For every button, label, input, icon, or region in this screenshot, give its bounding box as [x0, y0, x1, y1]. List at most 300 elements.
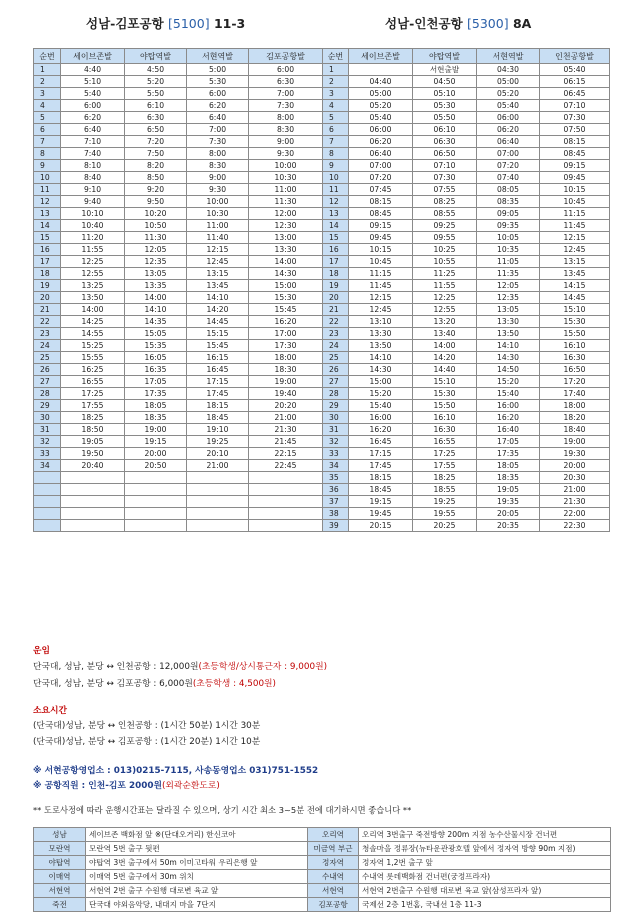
- row-number: 25: [323, 352, 349, 364]
- row-number: 16: [34, 244, 61, 256]
- departure-time: [125, 484, 187, 496]
- departure-time: 17:00: [249, 328, 323, 340]
- departure-time: 8:20: [125, 160, 187, 172]
- departure-time: 12:05: [125, 244, 187, 256]
- departure-time: 8:30: [249, 124, 323, 136]
- row-number: 31: [323, 424, 349, 436]
- table-row: [34, 280, 323, 292]
- table-row: [34, 436, 323, 448]
- departure-time: 21:00: [249, 412, 323, 424]
- departure-time: [61, 520, 125, 532]
- departure-time: 16:55: [413, 436, 477, 448]
- table-row: [34, 424, 323, 436]
- left-route-name: 성남-김포공항: [86, 16, 164, 31]
- row-number: 26: [34, 364, 61, 376]
- fare-incheon-discount: (초등학생/상시통근자 : 9,000원): [198, 662, 328, 672]
- departure-time: 22:45: [249, 460, 323, 472]
- departure-time: 18:05: [477, 460, 540, 472]
- table-row: [323, 496, 610, 508]
- departure-time: 15:00: [349, 376, 413, 388]
- departure-time: 13:30: [477, 316, 540, 328]
- row-number: 21: [323, 304, 349, 316]
- table-row: [323, 232, 610, 244]
- departure-time: 5:40: [61, 88, 125, 100]
- row-number: 32: [323, 436, 349, 448]
- departure-time: 06:50: [413, 148, 477, 160]
- departure-time: 18:15: [187, 400, 249, 412]
- duration-incheon: (단국대)성남, 분당 ↔ 인천공항 : (1시간 50분) 1시간 30분: [33, 721, 261, 731]
- row-number: 33: [34, 448, 61, 460]
- departure-time: 14:30: [349, 364, 413, 376]
- departure-time: 18:55: [413, 484, 477, 496]
- row-number: 20: [323, 292, 349, 304]
- fare-line-gimpo: [33, 676, 276, 689]
- road-condition-note: ** 도로사정에 따라 운행시간표는 달라질 수 있으며, 상기 시간 최소 3~5분 전에 대기하시면 좋습니다 **: [33, 805, 412, 815]
- table-row: [323, 508, 610, 520]
- row-number: 9: [323, 160, 349, 172]
- incheon-header-1: 세이브존발: [349, 49, 413, 64]
- departure-time: 12:00: [249, 208, 323, 220]
- departure-time: 20:10: [187, 448, 249, 460]
- table-row: [323, 88, 610, 100]
- departure-time: 14:15: [540, 280, 610, 292]
- departure-time: 17:25: [413, 448, 477, 460]
- departure-time: 18:00: [540, 400, 610, 412]
- departure-time: 18:20: [540, 412, 610, 424]
- departure-time: 12:45: [540, 244, 610, 256]
- departure-time: 18:40: [540, 424, 610, 436]
- departure-time: 11:40: [187, 232, 249, 244]
- row-number: 35: [323, 472, 349, 484]
- departure-time: 14:55: [61, 328, 125, 340]
- departure-time: 09:25: [413, 220, 477, 232]
- staff-fare-note: (외곽순환도로): [161, 781, 220, 791]
- departure-time: 18:05: [125, 400, 187, 412]
- departure-time: 06:40: [477, 136, 540, 148]
- departure-time: 6:00: [187, 88, 249, 100]
- departure-time: 18:35: [477, 472, 540, 484]
- departure-time: 15:20: [349, 388, 413, 400]
- departure-time: 14:45: [540, 292, 610, 304]
- departure-time: 18:00: [249, 352, 323, 364]
- departure-time: 16:20: [477, 412, 540, 424]
- departure-time: 7:30: [187, 136, 249, 148]
- row-number: 2: [323, 76, 349, 88]
- departure-time: 20:30: [540, 472, 610, 484]
- departure-time: 13:00: [249, 232, 323, 244]
- departure-time: 서현출발: [413, 64, 477, 76]
- departure-time: 10:45: [540, 196, 610, 208]
- departure-time: 15:20: [477, 376, 540, 388]
- row-number: 7: [34, 136, 61, 148]
- departure-time: 19:05: [61, 436, 125, 448]
- departure-time: 19:55: [413, 508, 477, 520]
- table-row: [34, 400, 323, 412]
- departure-time: 09:55: [413, 232, 477, 244]
- row-number: 28: [34, 388, 61, 400]
- departure-time: 04:40: [349, 76, 413, 88]
- departure-time: 14:00: [61, 304, 125, 316]
- table-row: [34, 172, 323, 184]
- row-number: 29: [323, 400, 349, 412]
- departure-time: 16:30: [413, 424, 477, 436]
- departure-time: 11:20: [61, 232, 125, 244]
- departure-time: [249, 508, 323, 520]
- table-row: [323, 400, 610, 412]
- contact-staff: [33, 778, 220, 791]
- departure-time: [125, 520, 187, 532]
- departure-time: 11:00: [187, 220, 249, 232]
- departure-time: 21:00: [540, 484, 610, 496]
- table-row: [323, 460, 610, 472]
- stop-name: 미금역 부근: [308, 842, 359, 856]
- table-row: [34, 124, 323, 136]
- departure-time: 11:15: [540, 208, 610, 220]
- departure-time: [187, 496, 249, 508]
- departure-time: 17:55: [61, 400, 125, 412]
- departure-time: 13:50: [349, 340, 413, 352]
- departure-time: 17:55: [413, 460, 477, 472]
- departure-time: 10:15: [540, 184, 610, 196]
- table-row: [34, 328, 323, 340]
- departure-time: 11:55: [61, 244, 125, 256]
- departure-time: 7:30: [249, 100, 323, 112]
- stop-row: [34, 884, 611, 898]
- row-number: 5: [34, 112, 61, 124]
- departure-time: 14:50: [477, 364, 540, 376]
- departure-time: 22:15: [249, 448, 323, 460]
- right-route-number: 8A: [512, 16, 532, 31]
- departure-time: 10:25: [413, 244, 477, 256]
- departure-time: 11:00: [249, 184, 323, 196]
- row-number: 11: [323, 184, 349, 196]
- row-number: 34: [323, 460, 349, 472]
- departure-time: 13:05: [477, 304, 540, 316]
- departure-time: 15:30: [249, 292, 323, 304]
- departure-time: [125, 508, 187, 520]
- departure-time: [187, 484, 249, 496]
- departure-time: 13:35: [125, 280, 187, 292]
- row-number: 2: [34, 76, 61, 88]
- row-number: [34, 520, 61, 532]
- table-row: [34, 292, 323, 304]
- departure-time: 07:00: [477, 148, 540, 160]
- departure-time: 08:15: [540, 136, 610, 148]
- left-route-title: [86, 14, 245, 32]
- departure-time: 14:35: [125, 316, 187, 328]
- row-number: 18: [34, 268, 61, 280]
- departure-time: 20:20: [249, 400, 323, 412]
- table-row: [323, 448, 610, 460]
- row-number: 10: [323, 172, 349, 184]
- departure-time: 15:40: [349, 400, 413, 412]
- stop-name: 야탑역: [34, 856, 86, 870]
- departure-time: 10:50: [125, 220, 187, 232]
- departure-time: 05:00: [349, 88, 413, 100]
- departure-time: 05:50: [413, 112, 477, 124]
- row-number: 21: [34, 304, 61, 316]
- right-route-name: 성남-인천공항: [385, 16, 463, 31]
- departure-time: 16:20: [249, 316, 323, 328]
- departure-time: 09:35: [477, 220, 540, 232]
- stop-location: 수내역 롯데백화점 건너편(궁정프라자): [359, 870, 611, 884]
- departure-time: 19:45: [349, 508, 413, 520]
- departure-time: 16:15: [187, 352, 249, 364]
- right-route-code: [5300]: [467, 16, 509, 31]
- departure-time: 13:50: [477, 328, 540, 340]
- row-number: 29: [34, 400, 61, 412]
- departure-time: 09:05: [477, 208, 540, 220]
- departure-time: 19:40: [249, 388, 323, 400]
- departure-time: 11:45: [349, 280, 413, 292]
- table-row: [34, 412, 323, 424]
- departure-time: 08:05: [477, 184, 540, 196]
- departure-time: 09:15: [349, 220, 413, 232]
- gimpo-timetable: [33, 48, 323, 532]
- row-number: 34: [34, 460, 61, 472]
- departure-time: 12:25: [61, 256, 125, 268]
- fare-incheon-main: 단국대, 성남, 분당 ↔ 인천공항 : 12,000원: [33, 662, 199, 672]
- row-number: 17: [34, 256, 61, 268]
- row-number: [34, 484, 61, 496]
- stop-location: 서현역 2번 출구 수원행 대로변 육교 앞: [86, 884, 308, 898]
- table-row: [34, 460, 323, 472]
- table-row: [34, 76, 323, 88]
- stop-name: 모란역: [34, 842, 86, 856]
- departure-time: 05:40: [540, 64, 610, 76]
- departure-time: 9:00: [249, 136, 323, 148]
- departure-time: 07:00: [349, 160, 413, 172]
- row-number: 32: [34, 436, 61, 448]
- departure-time: 15:55: [61, 352, 125, 364]
- departure-time: 17:35: [477, 448, 540, 460]
- departure-time: 13:45: [540, 268, 610, 280]
- stop-row: [34, 828, 611, 842]
- departure-time: 11:30: [125, 232, 187, 244]
- departure-time: 14:20: [187, 304, 249, 316]
- table-row: [323, 352, 610, 364]
- departure-time: [349, 64, 413, 76]
- row-number: 17: [323, 256, 349, 268]
- table-row: [34, 244, 323, 256]
- departure-time: 10:20: [125, 208, 187, 220]
- gimpo-header-4: 김포공항발: [249, 49, 323, 64]
- table-row: [34, 268, 323, 280]
- row-number: 22: [34, 316, 61, 328]
- departure-time: 6:50: [125, 124, 187, 136]
- departure-time: 21:30: [540, 496, 610, 508]
- departure-time: 19:35: [477, 496, 540, 508]
- departure-time: 17:15: [349, 448, 413, 460]
- departure-time: 16:50: [540, 364, 610, 376]
- row-number: 28: [323, 388, 349, 400]
- row-number: 13: [323, 208, 349, 220]
- departure-time: 15:10: [413, 376, 477, 388]
- row-number: 30: [323, 412, 349, 424]
- departure-time: 18:45: [349, 484, 413, 496]
- departure-time: 09:15: [540, 160, 610, 172]
- departure-time: 7:50: [125, 148, 187, 160]
- table-row: [34, 196, 323, 208]
- row-number: 1: [34, 64, 61, 76]
- table-row: [323, 520, 610, 532]
- table-row: [323, 340, 610, 352]
- departure-time: 06:00: [349, 124, 413, 136]
- row-number: 19: [34, 280, 61, 292]
- departure-time: [249, 484, 323, 496]
- departure-time: 16:00: [349, 412, 413, 424]
- departure-time: 6:40: [61, 124, 125, 136]
- departure-time: [249, 520, 323, 532]
- table-row: [34, 184, 323, 196]
- departure-time: 13:20: [413, 316, 477, 328]
- departure-time: 18:45: [187, 412, 249, 424]
- departure-time: 08:55: [413, 208, 477, 220]
- row-number: 6: [323, 124, 349, 136]
- departure-time: 9:00: [187, 172, 249, 184]
- departure-time: 13:25: [61, 280, 125, 292]
- departure-time: 20:50: [125, 460, 187, 472]
- departure-time: 9:30: [187, 184, 249, 196]
- departure-time: 7:20: [125, 136, 187, 148]
- departure-time: 6:30: [249, 76, 323, 88]
- table-row: [323, 124, 610, 136]
- departure-time: 6:00: [249, 64, 323, 76]
- stop-name: 이매역: [34, 870, 86, 884]
- table-row: [34, 388, 323, 400]
- table-row: [34, 304, 323, 316]
- departure-time: 10:35: [477, 244, 540, 256]
- departure-time: 07:50: [540, 124, 610, 136]
- departure-time: 07:40: [477, 172, 540, 184]
- departure-time: 7:40: [61, 148, 125, 160]
- departure-time: 8:30: [187, 160, 249, 172]
- departure-time: 12:25: [413, 292, 477, 304]
- table-row: [323, 100, 610, 112]
- row-number: 22: [323, 316, 349, 328]
- stop-location: 이매역 5번 출구에서 30m 위치: [86, 870, 308, 884]
- fare-line-incheon: [33, 659, 327, 672]
- departure-time: 11:35: [477, 268, 540, 280]
- departure-time: 10:40: [61, 220, 125, 232]
- departure-time: 8:00: [187, 148, 249, 160]
- row-number: 20: [34, 292, 61, 304]
- departure-time: 15:50: [413, 400, 477, 412]
- stop-location: 세이브존 백화점 앞 ※(단대오거리) 한신코아: [86, 828, 308, 842]
- stop-location: 모란역 5번 출구 뒷편: [86, 842, 308, 856]
- stop-row: [34, 842, 611, 856]
- departure-time: 14:10: [125, 304, 187, 316]
- row-number: 23: [323, 328, 349, 340]
- departure-time: 07:55: [413, 184, 477, 196]
- table-row: [34, 520, 323, 532]
- table-row: [323, 436, 610, 448]
- table-row: [323, 292, 610, 304]
- departure-time: 08:25: [413, 196, 477, 208]
- departure-time: 15:30: [540, 316, 610, 328]
- departure-time: 07:10: [413, 160, 477, 172]
- departure-time: 7:00: [187, 124, 249, 136]
- departure-time: 10:15: [349, 244, 413, 256]
- departure-time: 17:15: [187, 376, 249, 388]
- departure-time: 16:10: [413, 412, 477, 424]
- departure-time: 20:00: [125, 448, 187, 460]
- row-number: 27: [34, 376, 61, 388]
- table-row: [34, 352, 323, 364]
- departure-time: 11:15: [349, 268, 413, 280]
- departure-time: 08:35: [477, 196, 540, 208]
- row-number: 12: [323, 196, 349, 208]
- departure-time: 21:30: [249, 424, 323, 436]
- row-number: 12: [34, 196, 61, 208]
- row-number: 10: [34, 172, 61, 184]
- departure-time: 10:00: [187, 196, 249, 208]
- departure-time: 7:00: [249, 88, 323, 100]
- departure-time: 06:10: [413, 124, 477, 136]
- departure-time: 8:50: [125, 172, 187, 184]
- table-row: [323, 208, 610, 220]
- table-row: [34, 112, 323, 124]
- departure-time: 16:30: [540, 352, 610, 364]
- departure-time: 12:45: [187, 256, 249, 268]
- departure-time: 18:25: [61, 412, 125, 424]
- row-number: 31: [34, 424, 61, 436]
- departure-time: 16:45: [349, 436, 413, 448]
- row-number: 23: [34, 328, 61, 340]
- departure-time: 14:10: [477, 340, 540, 352]
- gimpo-header-3: 서현역발: [187, 49, 249, 64]
- table-row: [323, 112, 610, 124]
- departure-time: 16:35: [125, 364, 187, 376]
- departure-time: 6:30: [125, 112, 187, 124]
- left-route-code: [5100]: [168, 16, 210, 31]
- table-row: [34, 232, 323, 244]
- departure-time: 20:00: [540, 460, 610, 472]
- departure-time: 16:00: [477, 400, 540, 412]
- stop-name: 죽전: [34, 898, 86, 912]
- table-row: [34, 160, 323, 172]
- stop-location: 야탑역 3번 출구에서 50m 이미고타워 우리은행 앞: [86, 856, 308, 870]
- departure-time: 18:50: [61, 424, 125, 436]
- stop-name: 김포공항: [308, 898, 359, 912]
- stop-name: 수내역: [308, 870, 359, 884]
- stop-name: 서현역: [308, 884, 359, 898]
- departure-time: [249, 472, 323, 484]
- departure-time: 07:20: [349, 172, 413, 184]
- departure-time: 06:00: [477, 112, 540, 124]
- departure-time: 04:30: [477, 64, 540, 76]
- departure-time: 11:25: [413, 268, 477, 280]
- departure-time: 9:50: [125, 196, 187, 208]
- departure-time: 12:15: [349, 292, 413, 304]
- departure-time: 05:40: [477, 100, 540, 112]
- row-number: 5: [323, 112, 349, 124]
- departure-time: 14:20: [413, 352, 477, 364]
- departure-time: 13:30: [349, 328, 413, 340]
- departure-time: 05:10: [413, 88, 477, 100]
- stop-location: 국제선 2층 1번홈, 국내선 1층 11-3: [359, 898, 611, 912]
- row-number: 26: [323, 364, 349, 376]
- departure-time: 22:30: [540, 520, 610, 532]
- table-row: [34, 208, 323, 220]
- departure-time: 9:20: [125, 184, 187, 196]
- departure-time: 16:20: [349, 424, 413, 436]
- departure-time: 6:20: [61, 112, 125, 124]
- departure-time: 15:35: [125, 340, 187, 352]
- right-route-title: [385, 14, 531, 32]
- departure-time: 12:15: [540, 232, 610, 244]
- stop-row: [34, 856, 611, 870]
